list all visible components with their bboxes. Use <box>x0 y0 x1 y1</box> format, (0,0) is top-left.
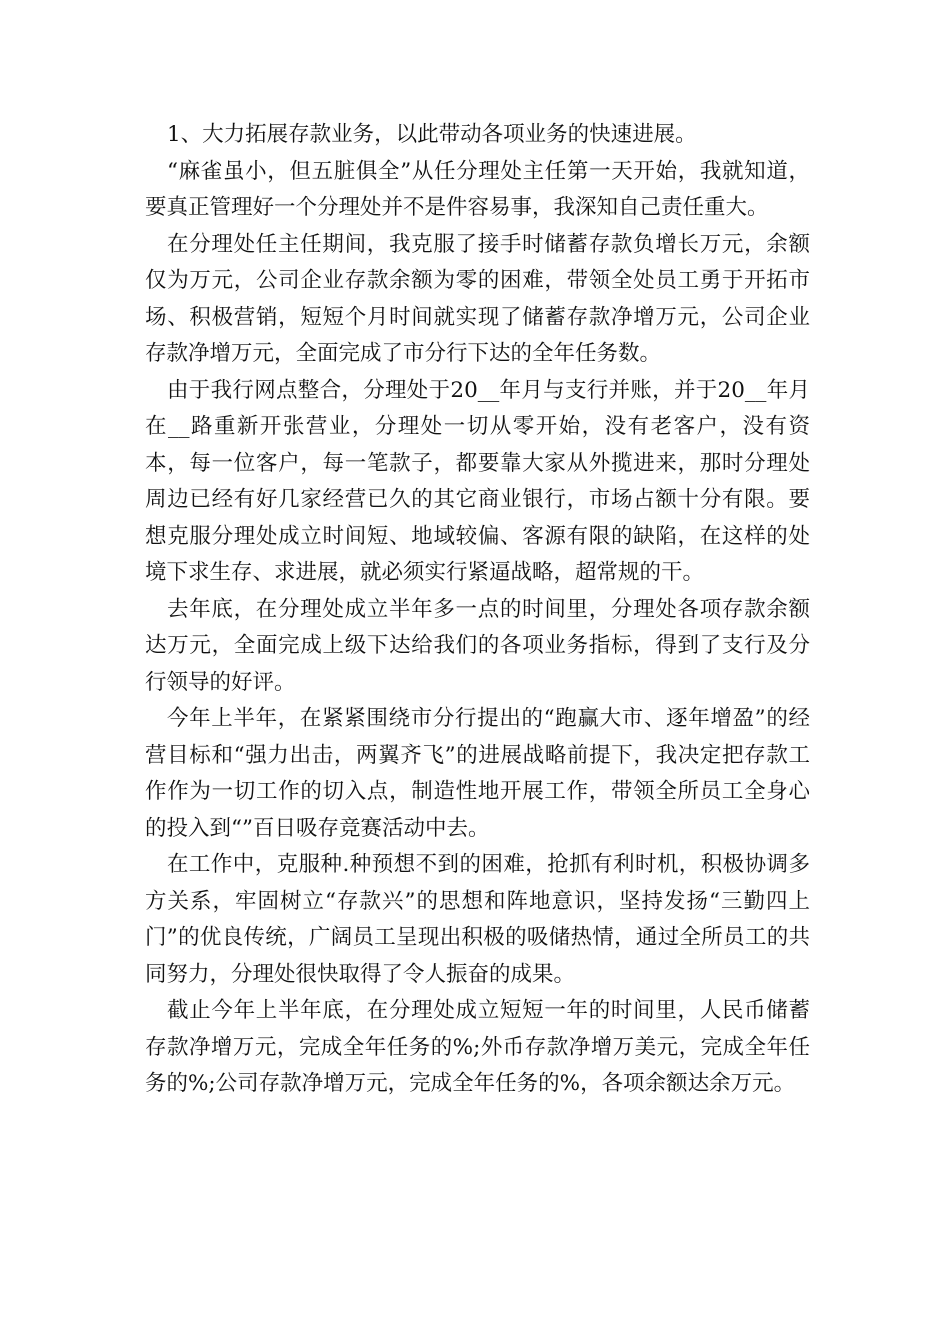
paragraph: 在工作中，克服种.种预想不到的困难，抢抓有利时机，积极协调多方关系，牢固树立“存款兴”的思想和阵地意识，坚持发扬“三勤四上门”的优良传统，广阔员工呈现出积极的吸储热情，通过全所员工的共同努力，分理处很快取得了令人振奋的成果。 <box>145 852 810 987</box>
paragraph: 去年底，在分理处成立半年多一点的时间里，分理处各项存款余额达万元，全面完成上级下达给我们的各项业务指标，得到了支行及分行领导的好评。 <box>145 596 810 695</box>
paragraph: 在分理处任主任期间，我克服了接手时储蓄存款负增长万元，余额仅为万元，公司企业存款余额为零的困难，带领全处员工勇于开拓市场、积极营销，短短个月时间就实现了储蓄存款净增万元，公司企业存款净增万元，全面完成了市分行下达的全年任务数。 <box>145 231 810 366</box>
paragraph: 由于我行网点整合，分理处于20__年月与支行并账，并于20__年月在__路重新开张营业，分理处一切从零开始，没有老客户，没有资本，每一位客户，每一笔款子，都要靠大家从外揽进来，那时分理处周边已经有好几家经营已久的其它商业银行，市场占额十分有限。要想克服分理处成立时间短、地域较偏、客源有限的缺陷，在这样的处境下求生存、求进展，就必须实行紧逼战略，超常规的干。 <box>145 377 810 585</box>
paragraph: 今年上半年，在紧紧围绕市分行提出的“跑赢大市、逐年增盈”的经营目标和“强力出击，两翼齐飞”的进展战略前提下，我决定把存款工作作为一切工作的切入点，制造性地开展工作，带领全所员工全身心的投入到“”百日吸存竞赛活动中去。 <box>145 706 810 841</box>
document-body <box>145 117 810 1103</box>
paragraph: “麻雀虽小，但五脏俱全”从任分理处主任第一天开始，我就知道，要真正管理好一个分理处并不是件容易事，我深知自己责任重大。 <box>145 158 810 220</box>
section-heading: 1、大力拓展存款业务，以此带动各项业务的快速进展。 <box>167 122 697 147</box>
paragraph: 截止今年上半年底，在分理处成立短短一年的时间里，人民币储蓄存款净增万元，完成全年任务的%;外币存款净增万美元，完成全年任务的%;公司存款净增万元，完成全年任务的%，各项余额达余万元。 <box>145 998 810 1096</box>
